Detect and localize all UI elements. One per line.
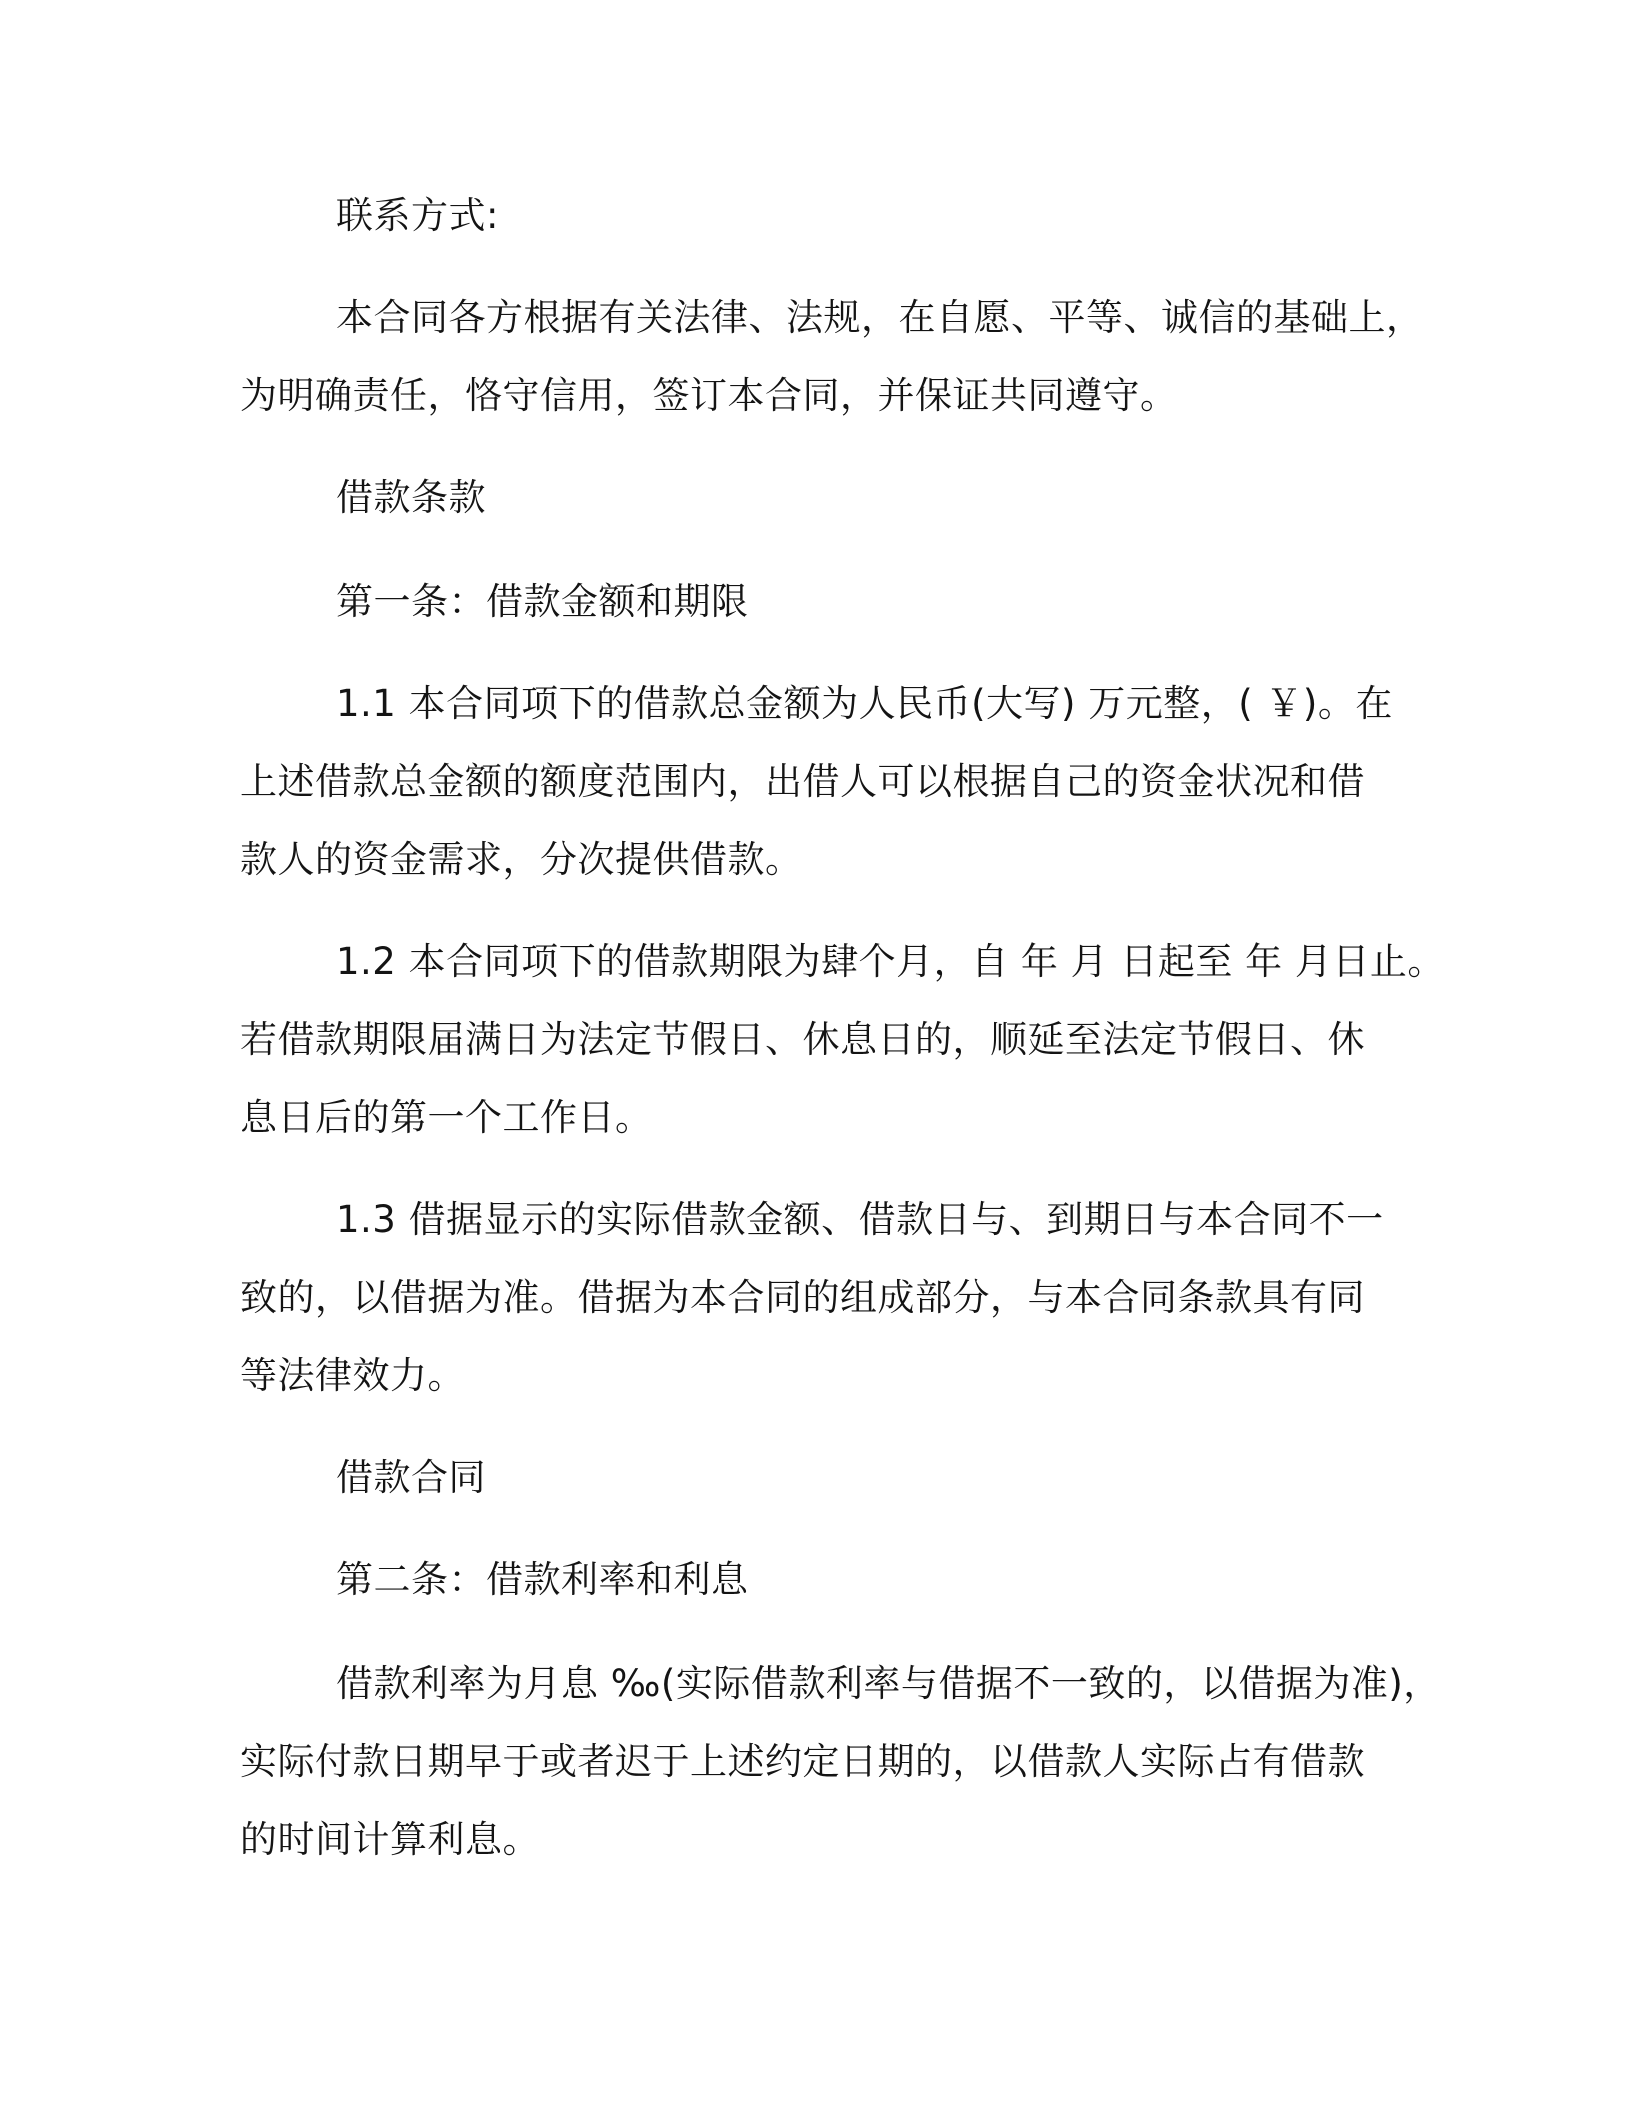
loan-contract-heading: 借款合同: [336, 1456, 486, 1499]
paragraph-line: 实际付款日期早于或者迟于上述约定日期的，以借款人实际占有借款: [240, 1740, 1365, 1783]
paragraph-line: 1.1 本合同项下的借款总金额为人民币(大写) 万元整，( ￥)。在: [336, 682, 1393, 725]
paragraph-line: 借款利率为月息 ‰(实际借款利率与借据不一致的，以借据为准)，: [336, 1662, 1441, 1705]
paragraph-line: 等法律效力。: [240, 1354, 465, 1397]
paragraph-line: 上述借款总金额的额度范围内，出借人可以根据自己的资金状况和借: [240, 760, 1365, 803]
paragraph-line: 1.3 借据显示的实际借款金额、借款日与、到期日与本合同不一: [336, 1198, 1384, 1241]
paragraph-line: 若借款期限届满日为法定节假日、休息日的，顺延至法定节假日、休: [240, 1018, 1365, 1061]
loan-terms-heading: 借款条款: [336, 476, 486, 519]
paragraph-line: 致的，以借据为准。借据为本合同的组成部分，与本合同条款具有同: [240, 1276, 1365, 1319]
paragraph-line: 本合同各方根据有关法律、法规，在自愿、平等、诚信的基础上，: [336, 296, 1424, 339]
article-1-title: 第一条：借款金额和期限: [336, 580, 749, 623]
paragraph-line: 为明确责任，恪守信用，签订本合同，并保证共同遵守。: [240, 374, 1178, 417]
paragraph-line: 款人的资金需求，分次提供借款。: [240, 838, 803, 881]
paragraph-line: 息日后的第一个工作日。: [240, 1096, 653, 1139]
contact-label: 联系方式:: [336, 194, 499, 237]
paragraph-line: 的时间计算利息。: [240, 1818, 540, 1861]
article-2-title: 第二条：借款利率和利息: [336, 1558, 749, 1601]
paragraph-line: 1.2 本合同项下的借款期限为肆个月，自 年 月 日起至 年 月日止。: [336, 940, 1445, 983]
